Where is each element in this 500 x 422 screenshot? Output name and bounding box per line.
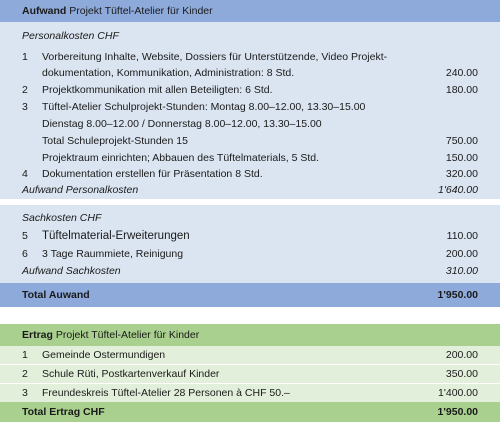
item-number: 1	[22, 51, 28, 63]
expense-total-amount: 1'950.00	[437, 289, 478, 301]
personnel-total-amount: 1'640.00	[438, 184, 478, 196]
item-text: Dokumentation erstellen für Präsentation 8 Std.	[42, 168, 263, 180]
item-amount: 350.00	[445, 368, 478, 380]
item-text: Tüftel-Atelier Schulprojekt-Stunden: Montag 8.00–12.00, 13.30–15.00	[42, 101, 366, 113]
item-text: Total Schuleprojekt-Stunden 15	[42, 135, 188, 147]
income-title-bold: Ertrag	[22, 329, 53, 341]
item-text: dokumentation, Kommunikation, Administration: 8 Std.	[42, 67, 295, 79]
item-number: 6	[22, 248, 28, 260]
item-number: 3	[22, 101, 28, 113]
expense-title-rest: Projekt Tüftel-Atelier für Kinder	[69, 5, 213, 17]
table-row	[0, 166, 500, 182]
item-amount: 110.00	[446, 230, 478, 242]
income-title-rest: Projekt Tüftel-Atelier für Kinder	[55, 329, 200, 341]
expense-title-bold: Aufwand	[22, 5, 67, 17]
item-text: Gemeinde Ostermundigen	[42, 349, 166, 361]
section-gap	[0, 307, 500, 324]
item-number: 1	[22, 349, 28, 361]
item-number: 4	[22, 168, 28, 180]
table-row	[0, 116, 500, 132]
expense-total-label: Total Auwand	[22, 289, 90, 301]
material-total-row	[0, 263, 500, 279]
income-header	[0, 324, 500, 346]
table-row	[0, 82, 500, 98]
expense-header	[0, 0, 500, 22]
material-total-label: Aufwand Sachkosten	[22, 265, 121, 277]
item-amount: 150.00	[445, 152, 478, 164]
item-amount: 320.00	[445, 168, 478, 180]
table-row	[0, 246, 500, 262]
item-number: 2	[22, 368, 28, 380]
item-text: Tüftelmaterial-Erweiterungen	[42, 230, 190, 242]
table-row	[0, 228, 500, 244]
table-row	[0, 65, 500, 81]
item-amount: 200.00	[445, 248, 478, 260]
table-row	[0, 384, 500, 402]
item-text: Schule Rüti, Postkartenverkauf Kinder	[42, 368, 220, 380]
material-heading: Sachkosten CHF	[22, 212, 102, 224]
item-amount: 180.00	[445, 84, 478, 96]
item-number: 2	[22, 84, 28, 96]
item-amount: 240.00	[445, 67, 478, 79]
item-amount: 750.00	[445, 135, 478, 147]
personnel-heading: Personalkosten CHF	[22, 30, 119, 42]
item-number: 5	[22, 230, 28, 242]
personnel-total-row	[0, 182, 500, 198]
table-row	[0, 346, 500, 364]
item-text: Freundeskreis Tüftel-Atelier 28 Personen à CHF 50.–	[42, 387, 290, 399]
table-row	[0, 49, 500, 65]
table-row	[0, 150, 500, 166]
table-row	[0, 99, 500, 115]
table-row	[0, 365, 500, 383]
personnel-heading-row	[0, 28, 500, 44]
expense-total-row	[0, 283, 500, 307]
table-row	[0, 133, 500, 149]
item-text: Dienstag 8.00–12.00 / Donnerstag 8.00–12.00, 13.30–15.00	[42, 118, 322, 130]
item-text: Projektkommunikation mit allen Beteiligten: 6 Std.	[42, 84, 273, 96]
item-amount: 1'400.00	[438, 387, 478, 399]
item-amount: 200.00	[445, 349, 478, 361]
item-text: Projektraum einrichten; Abbauen des Tüftelmaterials, 5 Std.	[42, 152, 320, 164]
personnel-total-label: Aufwand Personalkosten	[22, 184, 139, 196]
item-text: 3 Tage Raummiete, Reinigung	[42, 248, 184, 260]
item-text: Vorbereitung Inhalte, Website, Dossiers für Unterstützende, Video Projekt-	[42, 51, 388, 63]
income-total-label: Total Ertrag CHF	[22, 406, 105, 418]
item-number: 3	[22, 387, 28, 399]
income-total-row	[0, 402, 500, 422]
material-heading-row	[0, 210, 500, 226]
income-total-amount: 1'950.00	[437, 406, 478, 418]
material-total-amount: 310.00	[445, 265, 478, 277]
